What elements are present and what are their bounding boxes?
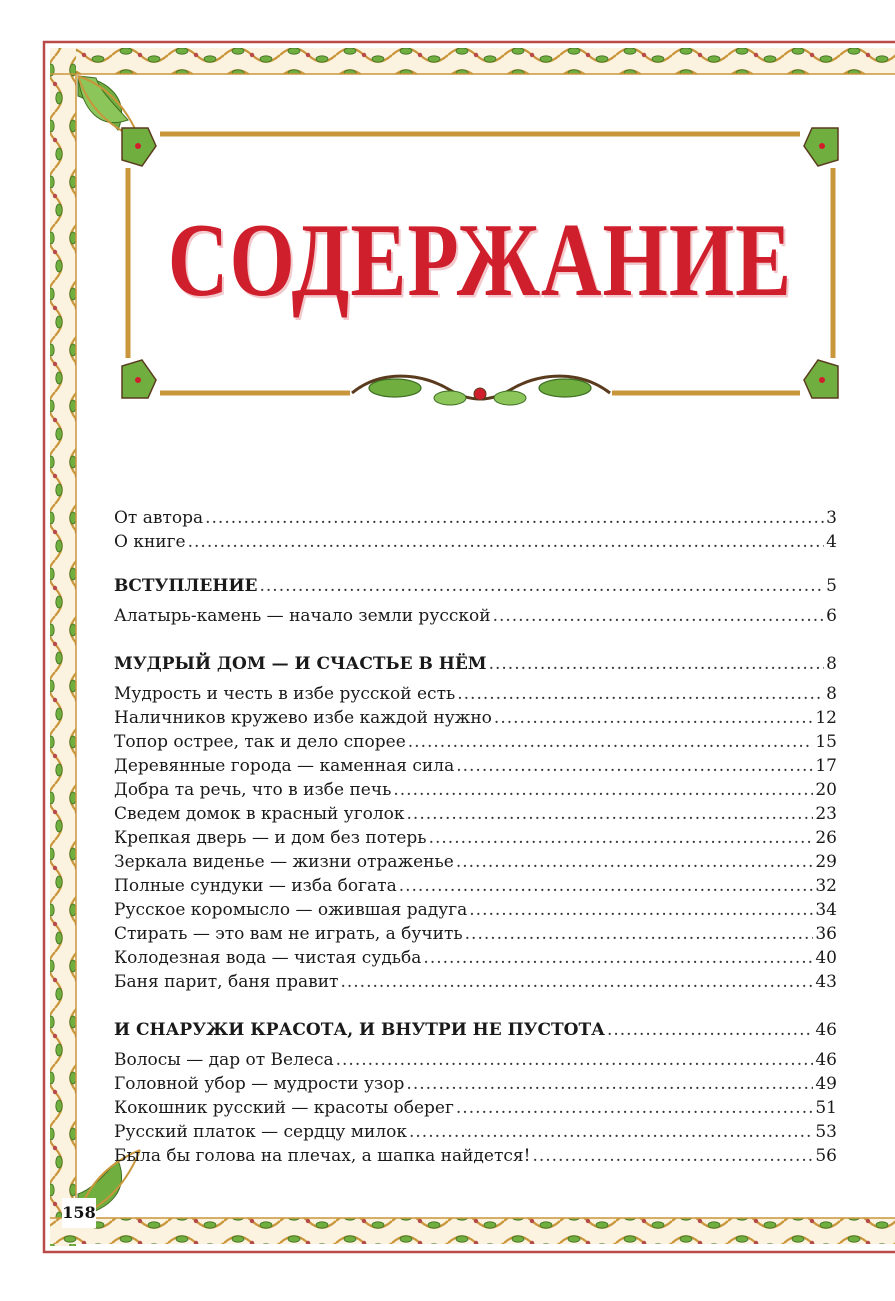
toc-entry-page: 17 [815,756,837,776]
toc-entry-label: Колодезная вода — чистая судьба [114,948,422,968]
toc-leader-dots [188,530,825,554]
toc-entry[interactable] [114,1120,837,1144]
toc-leader-dots [205,506,824,530]
toc-entry[interactable] [114,1096,837,1120]
toc-entry-page: 4 [826,532,837,552]
toc-entry-label: Добра та речь, что в избе печь [114,780,392,800]
toc-entry-label: Алатырь-камень — начало земли русской [114,606,491,626]
toc-entry-page: 29 [815,852,837,872]
toc-entry-page: 49 [815,1074,837,1094]
toc-entry[interactable] [114,1072,837,1096]
toc-leader-dots [423,946,813,970]
toc-leader-dots [340,970,813,994]
toc-entry-page: 53 [815,1122,837,1142]
toc-leader-dots [489,652,825,676]
toc-entry-page: 12 [815,708,837,728]
page-number: 158 [62,1198,96,1228]
toc-entry-label: Была бы голова на плечах, а шапка найдется! [114,1146,531,1166]
toc-leader-dots [259,574,824,598]
toc-entry-page: 8 [826,654,837,674]
toc-entry-page: 8 [826,684,837,704]
toc-section-heading[interactable] [114,652,837,676]
table-of-contents [114,506,837,1168]
toc-entry[interactable] [114,604,837,628]
toc-entry-page: 20 [815,780,837,800]
toc-entry-page: 36 [815,924,837,944]
toc-entry-page: 43 [815,972,837,992]
toc-leader-dots [408,730,814,754]
toc-entry-label: Мудрость и честь в избе русской есть [114,684,456,704]
toc-entry[interactable] [114,778,837,802]
toc-entry[interactable] [114,506,837,530]
toc-entry-label: Полные сундуки — изба богата [114,876,397,896]
toc-leader-dots [532,1144,813,1168]
toc-entry-label: Кокошник русский — красоты оберег [114,1098,454,1118]
toc-entry[interactable] [114,946,837,970]
toc-entry-page: 15 [815,732,837,752]
toc-entry[interactable] [114,530,837,554]
toc-entry-label: Волосы — дар от Велеса [114,1050,334,1070]
toc-entry[interactable] [114,970,837,994]
toc-entry[interactable] [114,850,837,874]
toc-leader-dots [409,1120,813,1144]
toc-entry-label: Топор острее, так и дело спорее [114,732,406,752]
toc-entry-label: Баня парит, баня правит [114,972,339,992]
toc-entry[interactable] [114,874,837,898]
toc-leader-dots [457,682,824,706]
toc-leader-dots [465,922,814,946]
toc-leader-dots [456,1096,813,1120]
toc-section-label: И СНАРУЖИ КРАСОТА, И ВНУТРИ НЕ ПУСТОТА [114,1020,605,1040]
toc-section-label: МУДРЫЙ ДОМ — И СЧАСТЬЕ В НЁМ [114,654,487,674]
toc-entry[interactable] [114,682,837,706]
toc-leader-dots [469,898,813,922]
toc-leader-dots [456,754,813,778]
toc-entry-page: 26 [815,828,837,848]
toc-entry-label: Деревянные города — каменная сила [114,756,455,776]
toc-entry-label: От автора [114,508,204,528]
toc-entry[interactable] [114,706,837,730]
toc-entry-label: О книге [114,532,186,552]
toc-entry-page: 6 [826,606,837,626]
toc-entry[interactable] [114,898,837,922]
toc-entry-page: 5 [826,576,837,596]
toc-leader-dots [456,850,814,874]
toc-entry-page: 3 [826,508,837,528]
toc-section-heading[interactable] [114,1018,837,1042]
toc-leader-dots [399,874,814,898]
toc-entry-label: Зеркала виденье — жизни отраженье [114,852,454,872]
toc-leader-dots [407,802,814,826]
toc-entry-page: 23 [815,804,837,824]
toc-entry[interactable] [114,802,837,826]
toc-leader-dots [336,1048,814,1072]
toc-entry-label: Русское коромысло — ожившая радуга [114,900,468,920]
toc-entry[interactable] [114,922,837,946]
toc-entry-page: 34 [815,900,837,920]
toc-leader-dots [607,1018,813,1042]
toc-entry[interactable] [114,754,837,778]
center-vine-icon [352,376,610,405]
toc-leader-dots [406,1072,813,1096]
toc-entry-label: Русский платок — сердцу милок [114,1122,407,1142]
toc-leader-dots [429,826,814,850]
toc-entry[interactable] [114,1144,837,1168]
toc-entry-label: Крепкая дверь — и дом без потерь [114,828,427,848]
toc-entry[interactable] [114,730,837,754]
toc-entry-label: Сведем домок в красный уголок [114,804,405,824]
toc-entry[interactable] [114,1048,837,1072]
toc-entry-page: 32 [815,876,837,896]
toc-entry-page: 56 [815,1146,837,1166]
toc-entry-label: Стирать — это вам не играть, а бучить [114,924,463,944]
toc-entry-page: 46 [815,1050,837,1070]
toc-entry-page: 40 [815,948,837,968]
toc-entry-page: 46 [815,1020,837,1040]
toc-leader-dots [494,706,813,730]
toc-leader-dots [493,604,825,628]
toc-entry-page: 51 [815,1098,837,1118]
toc-entry[interactable] [114,826,837,850]
toc-entry-label: Головной убор — мудрости узор [114,1074,405,1094]
toc-entry-label: Наличников кружево избе каждой нужно [114,708,492,728]
toc-section-heading[interactable] [114,574,837,598]
page-title: СОДЕРЖАНИЕ [167,201,793,319]
toc-section-label: ВСТУПЛЕНИЕ [114,576,258,596]
toc-leader-dots [393,778,813,802]
